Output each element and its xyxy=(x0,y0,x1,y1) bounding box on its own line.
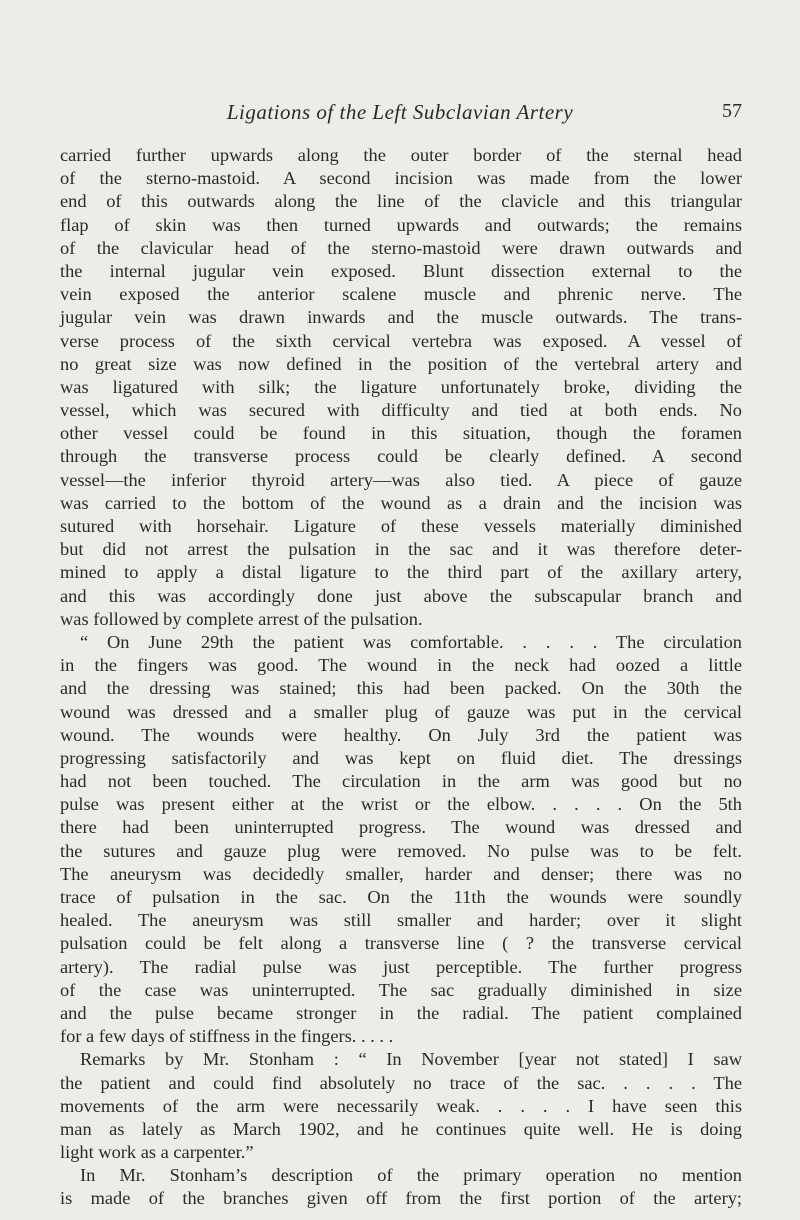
text-line: is made of the branches given off from the first portion of the artery; xyxy=(60,1188,742,1209)
text-line: had not been touched. The circulation in the arm was good but no xyxy=(60,771,742,792)
text-line: the patient and could find absolutely no trace of the sac. . . . . The xyxy=(60,1072,742,1093)
text-line: flap of skin was then turned upwards and outwards; the remains xyxy=(60,214,742,235)
text-line: of the case was uninterrupted. The sac gradually diminished in size xyxy=(60,979,742,1000)
text-line: and the dressing was stained; this had been packed. On the 30th the xyxy=(60,678,742,699)
running-title: Ligations of the Left Subclavian Artery xyxy=(226,100,574,124)
text-line: of the sterno-mastoid. A second incision was made from the lower xyxy=(60,168,742,189)
body-text xyxy=(60,144,742,1211)
text-line: wound was dressed and a smaller plug of gauze was put in the cervical xyxy=(60,701,742,722)
text-line: In Mr. Stonham’s description of the primary operation no mention xyxy=(80,1165,742,1186)
text-line: The aneurysm was decidedly smaller, harder and denser; there was no xyxy=(60,863,742,884)
text-line: but did not arrest the pulsation in the sac and it was therefore deter- xyxy=(60,539,742,560)
page-number: 57 xyxy=(722,100,742,122)
text-line: vessel—the inferior thyroid artery—was also tied. A piece of gauze xyxy=(60,469,742,490)
text-line: “ On June 29th the patient was comfortable. . . . . The circulation xyxy=(80,631,742,652)
text-line: carried further upwards along the outer border of the sternal head xyxy=(60,145,742,165)
text-line: artery). The radial pulse was just perceptible. The further progress xyxy=(60,956,742,977)
text-line: no great size was now defined in the position of the vertebral artery and xyxy=(60,353,742,374)
text-line: was ligatured with silk; the ligature unfortunately broke, dividing the xyxy=(60,376,742,397)
text-line: man as lately as March 1902, and he continues quite well. He is doing xyxy=(60,1118,742,1139)
text-line: end of this outwards along the line of the clavicle and this triangular xyxy=(60,191,742,212)
text-line: the internal jugular vein exposed. Blunt dissection external to the xyxy=(60,260,742,281)
text-line: Remarks by Mr. Stonham : “ In November [year not stated] I saw xyxy=(80,1049,742,1070)
text-line: of the clavicular head of the sterno-mastoid were drawn outwards and xyxy=(60,237,742,258)
text-line: movements of the arm were necessarily weak. . . . . I have seen this xyxy=(60,1095,742,1116)
text-line: and the pulse became stronger in the radial. The patient complained xyxy=(60,1002,742,1023)
text-line: pulse was present either at the wrist or the elbow. . . . . On the 5th xyxy=(60,794,742,815)
text-line: wound. The wounds were healthy. On July 3rd the patient was xyxy=(60,724,742,745)
text-line: for a few days of stiffness in the fingers. . . . . xyxy=(60,1026,394,1047)
text-line: vein exposed the anterior scalene muscle and phrenic nerve. The xyxy=(60,284,742,305)
text-line: and this was accordingly done just above the subscapular branch and xyxy=(60,585,742,606)
text-line: mined to apply a distal ligature to the third part of the axillary artery, xyxy=(60,562,742,583)
text-line: light work as a carpenter.” xyxy=(60,1142,254,1163)
text-line: was followed by complete arrest of the pulsation. xyxy=(60,608,423,629)
text-line: was carried to the bottom of the wound as a drain and the incision was xyxy=(60,492,742,513)
text-line: pulsation could be felt along a transverse line ( ? the transverse cervical xyxy=(60,933,742,954)
text-line: vessel, which was secured with difficulty and tied at both ends. No xyxy=(60,400,742,421)
text-line: other vessel could be found in this situation, though the foramen xyxy=(60,423,742,444)
text-line: in the fingers was good. The wound in the neck had oozed a little xyxy=(60,655,742,676)
text-line: progressing satisfactorily and was kept on fluid diet. The dressings xyxy=(60,747,742,768)
text-line: verse process of the sixth cervical vertebra was exposed. A vessel of xyxy=(60,330,742,351)
text-line: sutured with horsehair. Ligature of these vessels materially diminished xyxy=(60,516,742,536)
text-line: there had been uninterrupted progress. The wound was dressed and xyxy=(60,817,742,838)
text-line: jugular vein was drawn inwards and the muscle outwards. The trans- xyxy=(60,307,742,328)
running-head xyxy=(60,100,740,130)
text-line: trace of pulsation in the sac. On the 11th the wounds were soundly xyxy=(60,887,742,907)
text-line: healed. The aneurysm was still smaller and harder; over it slight xyxy=(60,910,742,931)
text-line: through the transverse process could be clearly defined. A second xyxy=(60,446,742,467)
text-line: the sutures and gauze plug were removed. No pulse was to be felt. xyxy=(60,840,742,861)
